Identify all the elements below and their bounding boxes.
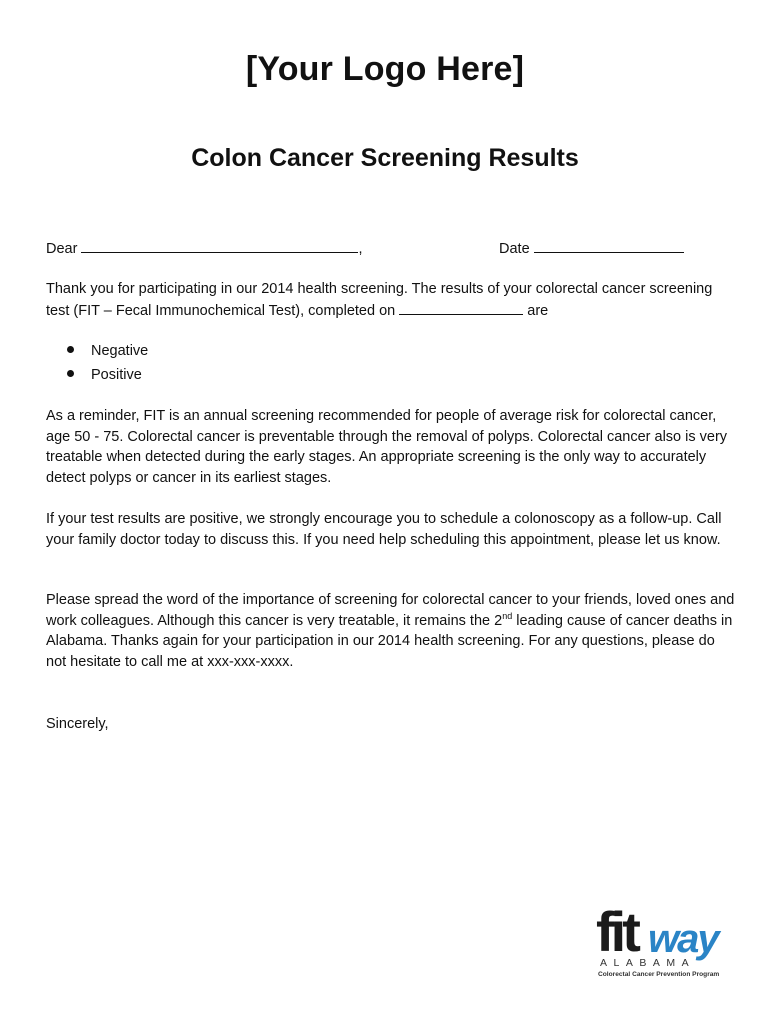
logo-state: ALABAMA: [600, 957, 696, 969]
date-label: Date: [499, 241, 530, 257]
dear-comma: ,: [358, 241, 363, 257]
result-option-positive: [64, 365, 148, 389]
logo-way: way: [648, 917, 718, 961]
spread-text-b: leading cause of cancer deaths in Alabama. Thanks again for your participation in our 2014 health screening. For any questions, please do not hesitate to call me at xxx-xxx-xxxx.: [46, 612, 733, 670]
logo-tagline: Colorectal Cancer Prevention Program: [598, 971, 720, 978]
spread-text-a: Please spread the word of the importance of screening for colorectal cancer to your friends, loved ones and work colleagues. Although this cancer is very treatable, it remains the 2: [46, 592, 735, 629]
completion-date-blank: [399, 300, 523, 315]
ordinal-superscript: nd: [502, 610, 513, 621]
positive-results-paragraph: If your test results are positive, we strongly encourage you to schedule a colonoscopy as a follow-up. Call your family doctor today to discuss this. If you need help scheduling this appointment, please let us know.: [46, 511, 722, 548]
intro-text-end: are: [527, 302, 549, 319]
recipient-name-blank: [81, 238, 358, 253]
closing: Sincerely,: [46, 716, 109, 732]
logo-fit: fit: [596, 900, 637, 963]
page-title: Colon Cancer Screening Results: [191, 144, 579, 172]
option-label: Positive: [91, 366, 142, 383]
option-label: Negative: [91, 343, 149, 359]
dear-line: [46, 238, 363, 260]
bullet-icon: [67, 346, 74, 353]
fitway-alabama-logo: [594, 896, 734, 982]
bullet-icon: [67, 370, 74, 377]
intro-paragraph: [46, 279, 736, 321]
logo-placeholder: [Your Logo Here]: [245, 50, 525, 88]
result-options: [64, 341, 148, 388]
intro-text: Thank you for participating in our 2014 health screening. The results of your colorectal cancer screening test (FIT – Fecal Immunochemical Test), completed on: [46, 281, 713, 319]
result-option-negative: [64, 341, 148, 365]
date-blank: [534, 238, 684, 253]
salutation-row: [46, 238, 706, 260]
dear-label: Dear: [46, 241, 78, 257]
reminder-paragraph: As a reminder, FIT is an annual screening recommended for people of average risk for colorectal cancer, age 50 - 75. Colorectal cancer is preventable through the removal of polyps. Colorectal cancer also is very treatable when detected during the early stages. An appropriate screening is the only way to accurately detect polyps or cancer in its earliest stages.: [46, 408, 728, 486]
date-line: [499, 238, 684, 260]
spread-the-word-paragraph: [46, 590, 736, 672]
